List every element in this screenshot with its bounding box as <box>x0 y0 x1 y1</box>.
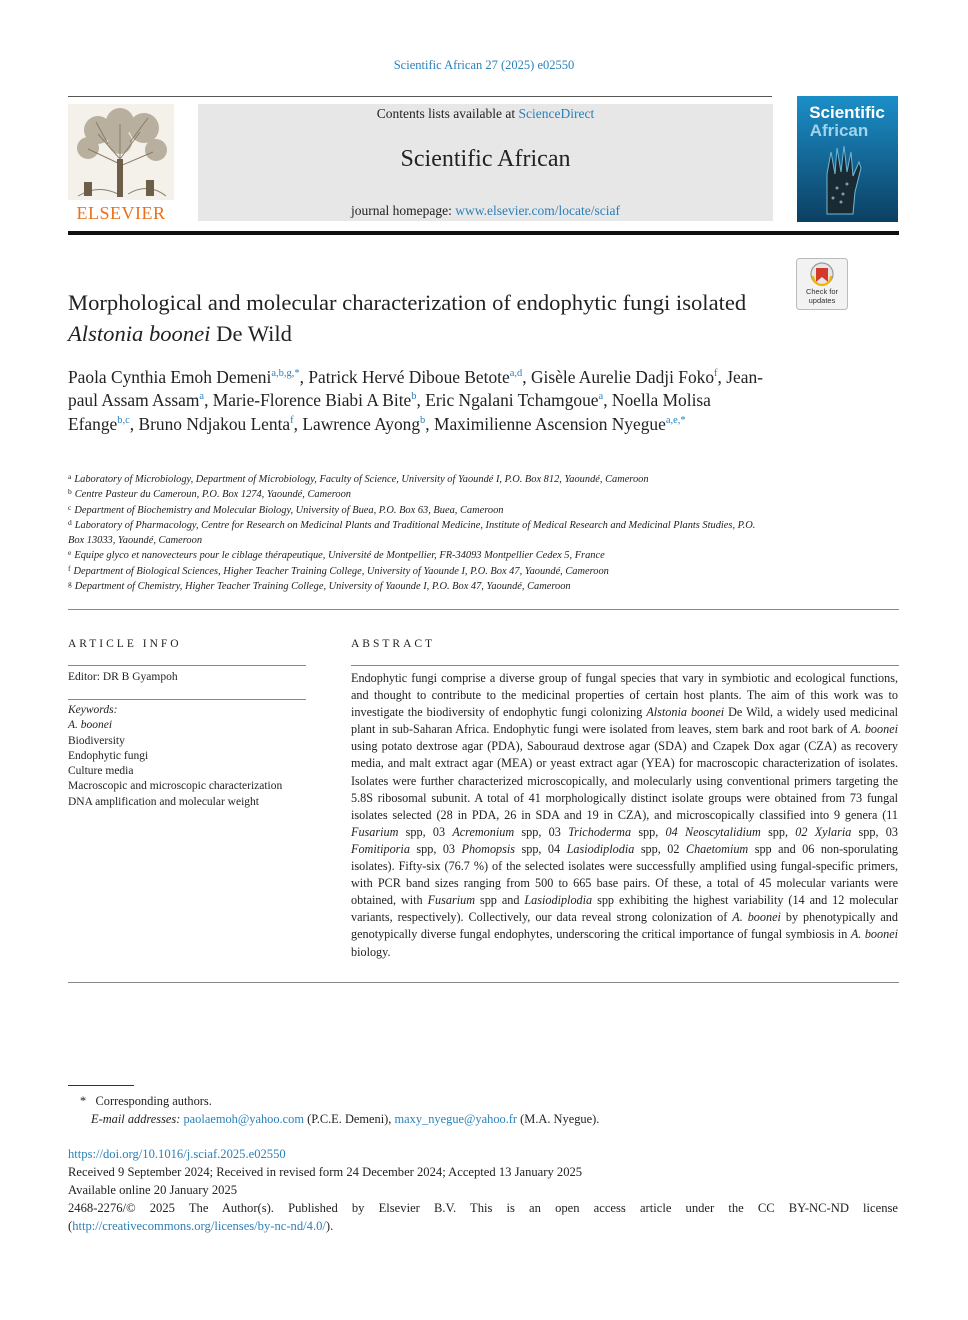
footnote-marker: * <box>80 1094 87 1108</box>
abstract-run: spp, 03 <box>851 824 898 839</box>
author[interactable]: Bruno Ndjakou Lenta$^f$ <box>138 413 294 434</box>
keyword[interactable]: Endophytic fungi <box>68 749 149 762</box>
article-footer <box>68 1145 898 1235</box>
affiliations <box>68 472 898 594</box>
author[interactable]: Gisèle Aurelie Dadji Foko$^f$ <box>530 367 718 387</box>
divider <box>68 609 899 610</box>
contents-prefix: Contents lists available at <box>376 106 516 121</box>
sciencedirect-link[interactable]: ScienceDirect <box>518 106 595 121</box>
affiliation: $^e$ Equipe glyco et nanovecteurs pour le ciblage thérapeutique, Université de Montpellier, FR-34093 Montpellier Cedex 5, France <box>68 548 605 562</box>
corresponding-label: Corresponding authors. <box>95 1094 212 1108</box>
title-species: Alstonia boonei <box>68 321 211 346</box>
keyword[interactable]: DNA amplification and molecular weight <box>68 795 259 808</box>
abstract-run: spp and <box>475 893 525 908</box>
cover-title-1: Scientific <box>809 103 885 122</box>
affiliation: $^g$ Department of Chemistry, Higher Teacher Training College, University of Yaounde I, P.O. Box 47, Yaoundé, Cameroon <box>68 579 571 593</box>
author-list: Paola Cynthia Emoh Demeni$^{a,b,g,*}$, Patrick Hervé Diboue Betote$^{a,d}$, Gisèle Aurelie Dadji Foko$^f$, Jean-paul Assam Assam$^a$, Marie-Florence Biabi A Bite$^b$, Eric Ngalani Tchamgoue$^a$, Noella Molisa Efange$^{b,c}$, Bruno Ndjakou Lenta$^f$, Lawrence Ayong$^b$, Maximilienne Ascension Nyegue$^{a,e,*}$ <box>68 367 763 434</box>
journal-name: Scientific African <box>400 146 571 172</box>
journal-cover-image <box>797 96 898 222</box>
abstract-run: by phenotypically and genotypically diverse fungal endophytes, underscoring the critical importance of fungal symbiosis in <box>351 910 898 942</box>
abstract-run: spp, <box>631 824 666 839</box>
abstract-run: spp, 04 <box>515 841 567 856</box>
svg-text:ELSEVIER: ELSEVIER <box>76 203 166 222</box>
check-for-updates-button[interactable] <box>796 258 848 310</box>
abstract-run: spp, 03 <box>409 841 462 856</box>
license-line: 2468-2276/© 2025 The Author(s). Published by Elsevier B.V. This is an open access article under the CC BY-NC-ND license <box>68 1201 898 1215</box>
abstract-italic-term: A. boonei <box>732 910 781 925</box>
abstract-italic-term: Fusarium <box>351 824 399 839</box>
journal-citation[interactable]: Scientific African 27 (2025) e02550 <box>393 58 575 72</box>
abstract-run: De Wild, a widely used medicinal plant in sub-Saharan Africa. Endophytic fungi were isolated from leaves, stem bark and root bark of <box>351 705 898 737</box>
abstract-run: spp, 03 <box>398 824 453 839</box>
abstract-run: Endophytic fungi comprise a diverse group of fungal species that vary in symbiotic and ecological functions, and thought to contribute to the medicinal properties of certain host plants. The aim of this work was to investigate the biodiversity of endophytic fungi colonizing <box>351 671 898 720</box>
keyword[interactable]: Biodiversity <box>68 734 125 747</box>
abstract-italic-term: Trichoderma <box>568 824 632 839</box>
abstract-italic-term: Fomitiporia <box>351 841 410 856</box>
affiliation: $^c$ Department of Biochemistry and Molecular Biology, University of Buea, P.O. Box 63, Buea, Cameroon <box>68 502 504 516</box>
abstract-run: using potato dextrose agar (PDA), Sabouraud dextrose agar (SDA) and Czapek Dox agar (CZA) as recovery media, and malt extract agar (MEA) or yeast extract agar (YEA) for macroscopic characterization of isolates. Isolates were further characterized microscopically, and molecularly using conventional primers targeting the 5.8S ribosomal subunit. A total of 41 morphologically distinct isolate groups were obtained from 73 fungal isolates selected (28 in PDA, 26 in SDA and 19 in CZA), and microscopically classified into 9 genera (11 <box>351 739 898 822</box>
author[interactable]: Marie-Florence Biabi A Bite$^b$ <box>212 390 417 411</box>
journal-cover[interactable] <box>797 96 898 222</box>
abstract-run: spp exhibiting the highest variability (14 and 12 molecular variants, respectively). Collectively, our data reveal strong colonization of <box>351 893 898 925</box>
author[interactable]: Lawrence Ayong$^b$ <box>302 413 426 434</box>
affiliation: $^b$ Centre Pasteur du Cameroun, P.O. Box 1274, Yaoundé, Cameroon <box>68 487 351 501</box>
email-link-demeni[interactable]: paolaemoh@yahoo.com <box>183 1112 304 1126</box>
abstract-italic-term: 04 Neoscytalidium <box>665 824 761 839</box>
contents-line <box>198 106 773 122</box>
abstract-run: spp and 06 non-sporulating isolates). Fifty-six (76.7 %) of the selected isolates were successfully amplified using fungal-specific primers, with PCR band sizes ranging from 500 to 665 base pairs. Of these, a total of 45 molecular variants were obtained, with <box>351 841 899 908</box>
abstract-italic-term: A. boonei <box>850 722 898 737</box>
divider <box>68 699 306 700</box>
divider <box>68 665 306 666</box>
abstract-italic-term: Lasiodiplodia <box>566 841 635 856</box>
affiliation: $^d$ Laboratory of Pharmacology, Centre for Research on Medicinal Plants and Traditional Medicine, Institute of Medical Research and Medicinal Plants Studies, P.O. Box 13033, Yaoundé, Cameroon <box>68 517 756 547</box>
email-owner: (P.C.E. Demeni), <box>307 1112 392 1126</box>
keywords-label: Keywords: <box>68 704 118 716</box>
paren: ( <box>68 1219 73 1233</box>
keyword[interactable]: Culture media <box>68 765 134 778</box>
email-label: E-mail addresses: <box>91 1112 181 1126</box>
abstract-run: spp, <box>760 824 796 839</box>
keyword[interactable]: Macroscopic and microscopic characterization <box>68 780 283 793</box>
affiliation: $^a$ Laboratory of Microbiology, Department of Microbiology, Faculty of Science, University of Yaoundé I, P.O. Box 812, Yaoundé, Cameroon <box>68 472 649 485</box>
abstract-italic-term: Lasiodiplodia <box>524 893 593 908</box>
author[interactable]: Eric Ngalani Tchamgoue$^a$ <box>425 390 604 411</box>
author[interactable]: Noella Molisa Efange$^{b,c}$ <box>68 390 711 434</box>
affiliation: $^f$ Department of Biological Sciences, Higher Teacher Training College, University of Yaounde I, P.O. Box 47, Yaoundé, Cameroon <box>68 563 609 577</box>
abstract-italic-term: A. boonei <box>850 927 898 942</box>
title-part1: Morphological and molecular characterization of endophytic fungi isolated <box>68 290 747 315</box>
abstract-italic-term: Alstonia boonei <box>646 705 725 720</box>
abstract-italic-term: Phomopsis <box>461 841 516 856</box>
abstract-text <box>351 670 898 961</box>
check-updates-text-2: updates <box>808 296 836 305</box>
footnote-rule <box>68 1085 134 1086</box>
divider <box>68 982 899 983</box>
author[interactable]: Patrick Hervé Diboue Betote$^{a,d}$ <box>308 367 523 387</box>
divider <box>351 665 899 666</box>
author[interactable]: Jean-paul Assam Assam$^a$ <box>68 367 763 411</box>
title-part2: De Wild <box>216 321 292 346</box>
check-updates-text-1: Check for <box>805 287 839 296</box>
author[interactable]: Paola Cynthia Emoh Demeni$^{a,b,g,*}$ <box>68 367 300 387</box>
author[interactable]: Maximilienne Ascension Nyegue$^{a,e,*}$ <box>434 413 686 434</box>
elsevier-logo[interactable] <box>68 104 174 222</box>
check-updates-icon <box>796 258 848 310</box>
abstract-italic-term: Chaetomium <box>685 841 749 856</box>
editor: Editor: DR B Gyampoh <box>68 671 178 683</box>
license-link[interactable]: http://creativecommons.org/licenses/by-nc-nd/4.0/ <box>72 1219 326 1233</box>
abstract-italic-term: Acremonium <box>452 824 515 839</box>
abstract-italic-term: Fusarium <box>427 893 475 908</box>
article-info-heading: ARTICLE INFO <box>68 638 182 650</box>
abstract-run: spp, 02 <box>634 841 686 856</box>
correspondence-note <box>80 1092 880 1128</box>
doi-link[interactable]: https://doi.org/10.1016/j.sciaf.2025.e02550 <box>68 1147 286 1161</box>
online-date: Available online 20 January 2025 <box>68 1183 238 1197</box>
email-owner: (M.A. Nyegue). <box>520 1112 600 1126</box>
cover-title-2: African <box>809 121 869 140</box>
homepage-prefix: journal homepage: <box>350 203 452 218</box>
received-dates: Received 9 September 2024; Received in revised form 24 December 2024; Accepted 13 January 2025 <box>68 1165 583 1179</box>
keywords <box>68 703 308 810</box>
abstract-run: biology. <box>351 944 391 959</box>
homepage-line <box>198 203 773 219</box>
article-title <box>68 287 783 349</box>
keyword[interactable]: A. boonei <box>68 719 113 732</box>
header-rule <box>68 96 772 97</box>
elsevier-tree-icon <box>68 104 174 222</box>
paren: ). <box>325 1219 334 1233</box>
homepage-link[interactable]: www.elsevier.com/locate/sciaf <box>455 203 621 218</box>
abstract-run: spp, 03 <box>514 824 569 839</box>
header-thick-rule <box>68 231 899 235</box>
abstract-italic-term: 02 Xylaria <box>795 824 852 839</box>
email-link-nyegue[interactable]: maxy_nyegue@yahoo.fr <box>394 1112 518 1126</box>
abstract-heading: ABSTRACT <box>351 638 436 650</box>
